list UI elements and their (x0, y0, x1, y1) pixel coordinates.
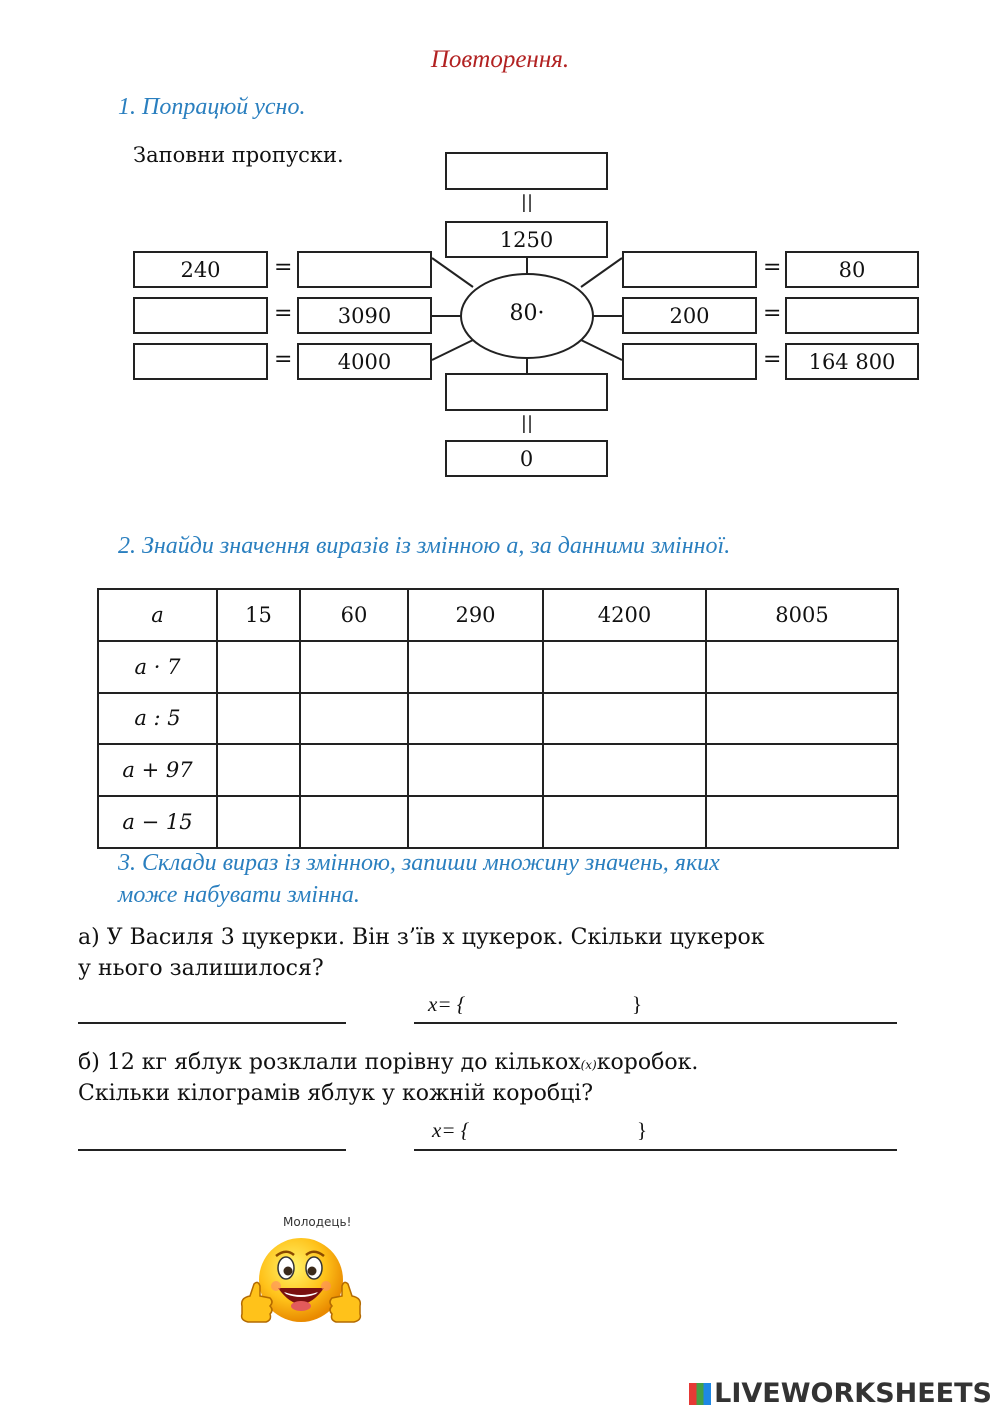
task2-heading: 2. Знайди значення виразів із змінною а, за данними змінної. (118, 533, 731, 559)
header-variable: a (98, 589, 217, 641)
right-row2-eq: = (763, 301, 782, 326)
center-operator: 80· (509, 301, 545, 326)
table-row (98, 693, 898, 745)
problem-b-line2: Скільки кілограмів яблук у кожній коробці? (78, 1081, 594, 1106)
problem-a-line2: у нього залишилося? (78, 956, 324, 981)
answer-cell[interactable] (706, 693, 898, 745)
problem-a-line1: а) У Василя 3 цукерки. Він з’їв x цукерок. Скільки цукерок (78, 925, 765, 950)
logo-mark-icon (689, 1383, 711, 1405)
page-title: Повторення. (430, 46, 570, 73)
answer-cell[interactable] (300, 641, 408, 693)
table-row (98, 641, 898, 693)
answer-cell[interactable] (217, 641, 300, 693)
top-equals-sign: || (520, 192, 534, 213)
top-answer-box[interactable] (445, 152, 608, 190)
left-row2-inner: 3090 (297, 297, 432, 334)
top-value-box: 1250 (445, 221, 608, 258)
task1-instruction: Заповни пропуски. (133, 143, 344, 167)
answer-cell[interactable] (408, 641, 543, 693)
answer-cell[interactable] (217, 796, 300, 848)
answer-b-set-close: } (637, 1118, 648, 1142)
answer-a-set-line[interactable] (414, 1022, 897, 1024)
values-table (97, 588, 899, 849)
right-row1-inner[interactable] (622, 251, 757, 288)
right-row3-inner[interactable] (622, 343, 757, 380)
row-expression: a : 5 (98, 693, 217, 745)
liveworksheets-logo (689, 1378, 992, 1409)
left-row1-eq: = (274, 255, 293, 280)
answer-cell[interactable] (217, 744, 300, 796)
answer-cell[interactable] (300, 796, 408, 848)
right-row3-outer: 164 800 (785, 343, 919, 380)
answer-a-set-label: x= { (428, 992, 466, 1016)
header-value: 60 (300, 589, 408, 641)
answer-cell[interactable] (543, 744, 706, 796)
problem-b-text-part1: б) 12 кг яблук розклали порівну до кількох (78, 1050, 581, 1075)
right-row3-eq: = (763, 347, 782, 372)
table-header-row (98, 589, 898, 641)
left-row3-outer[interactable] (133, 343, 268, 380)
row-expression: a + 97 (98, 744, 217, 796)
task1-heading: 1. Попрацюй усно. (118, 94, 306, 120)
bottom-value-box: 0 (445, 440, 608, 477)
task3-heading-line1: 3. Склади вираз із змінною, запиши множину значень, яких (118, 850, 720, 876)
problem-b-line1 (78, 1047, 698, 1081)
header-value: 290 (408, 589, 543, 641)
bottom-equals-sign: || (520, 413, 534, 434)
task3-heading-line2: може набувати змінна. (118, 882, 360, 908)
left-row3-eq: = (274, 347, 293, 372)
right-row1-outer: 80 (785, 251, 919, 288)
left-row1-inner[interactable] (297, 251, 432, 288)
answer-cell[interactable] (706, 744, 898, 796)
answer-a-expression-line[interactable] (78, 1022, 346, 1024)
answer-cell[interactable] (300, 693, 408, 745)
left-row1-outer: 240 (133, 251, 268, 288)
left-row2-eq: = (274, 301, 293, 326)
table-row (98, 744, 898, 796)
answer-cell[interactable] (300, 744, 408, 796)
row-expression: a − 15 (98, 796, 217, 848)
reward-caption: Молодець! (283, 1215, 352, 1229)
answer-a-set-close: } (632, 992, 643, 1016)
problem-b-text-part2: коробок. (596, 1050, 699, 1075)
answer-b-expression-line[interactable] (78, 1149, 346, 1151)
answer-cell[interactable] (543, 796, 706, 848)
row-expression: a · 7 (98, 641, 217, 693)
answer-cell[interactable] (408, 796, 543, 848)
problem-b-x-mark: (x) (580, 1058, 597, 1072)
answer-cell[interactable] (408, 693, 543, 745)
answer-cell[interactable] (543, 693, 706, 745)
answer-b-set-line[interactable] (414, 1149, 897, 1151)
right-row2-inner: 200 (622, 297, 757, 334)
answer-cell[interactable] (706, 641, 898, 693)
answer-cell[interactable] (408, 744, 543, 796)
answer-b-set-label: x= { (432, 1118, 470, 1142)
answer-cell[interactable] (706, 796, 898, 848)
header-value: 8005 (706, 589, 898, 641)
logo-text: LIVEWORKSHEETS (714, 1378, 992, 1409)
bottom-answer-box[interactable] (445, 373, 608, 411)
answer-cell[interactable] (543, 641, 706, 693)
smiley-thumbs-up-icon (236, 1228, 366, 1343)
header-value: 15 (217, 589, 300, 641)
right-row1-eq: = (763, 255, 782, 280)
right-row2-outer[interactable] (785, 297, 919, 334)
header-value: 4200 (543, 589, 706, 641)
left-row3-inner: 4000 (297, 343, 432, 380)
left-row2-outer[interactable] (133, 297, 268, 334)
answer-cell[interactable] (217, 693, 300, 745)
table-row (98, 796, 898, 848)
